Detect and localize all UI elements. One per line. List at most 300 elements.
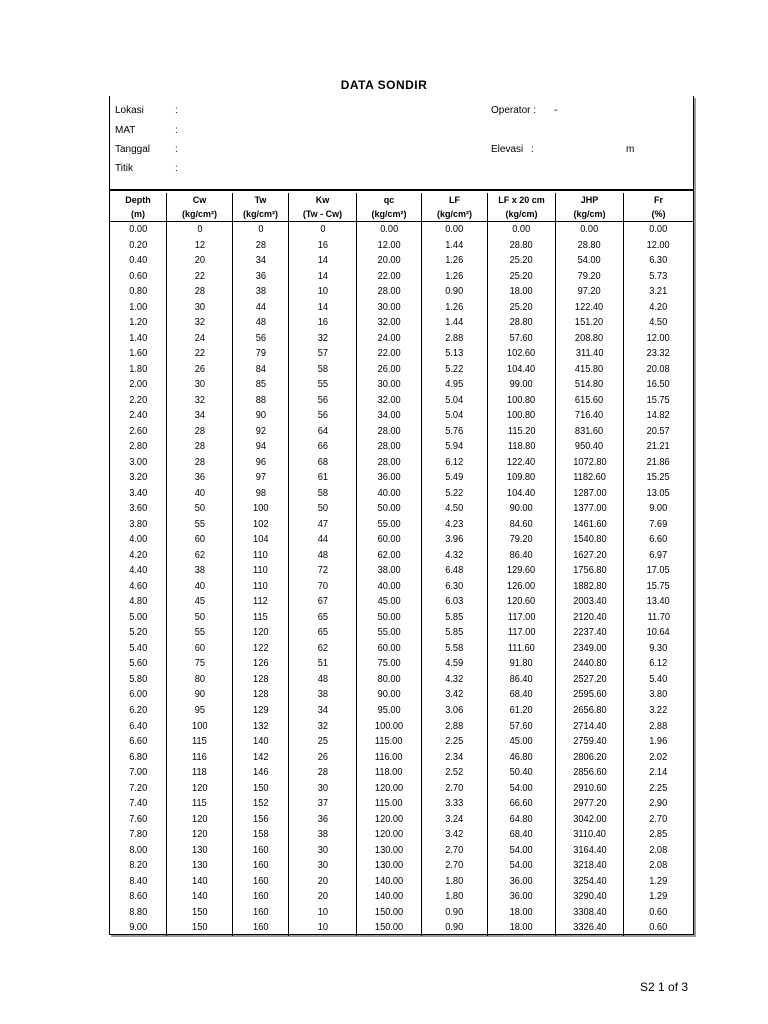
cell-value: 4.20	[649, 300, 668, 313]
cell-value: 55.00	[377, 626, 401, 639]
cell-fr	[624, 750, 693, 766]
cell-qc	[357, 687, 422, 703]
cell-value: 97.20	[577, 285, 602, 298]
cell-jhp	[556, 362, 624, 378]
cell-depth	[110, 594, 167, 610]
cell-jhp	[556, 579, 624, 595]
cell-value: 2.25	[445, 735, 464, 748]
table-row	[110, 269, 693, 285]
cell-value: 20	[317, 890, 328, 903]
cell-value: 32.00	[377, 393, 401, 406]
cell-value: 100.00	[374, 719, 404, 732]
cell-value: 34	[317, 703, 328, 716]
cell-value: 24	[194, 331, 205, 344]
cell-value: 5.40	[129, 641, 147, 654]
cell-value: 2759.40	[572, 735, 607, 748]
cell-value: 30.00	[377, 300, 401, 313]
cell-value: 13.05	[646, 486, 671, 499]
cell-value: 50.00	[377, 610, 401, 623]
cell-lf20	[488, 548, 556, 564]
operator-label: Operator :	[491, 105, 537, 116]
cell-value: 122	[252, 641, 269, 654]
cell-value: 118	[192, 766, 207, 779]
cell-kw	[289, 548, 357, 564]
cell-value: 120	[252, 626, 269, 639]
cell-jhp	[556, 532, 624, 548]
table-row	[110, 781, 693, 797]
cell-value: 1.44	[445, 238, 464, 251]
cell-value: 3.96	[445, 533, 464, 546]
cell-fr	[624, 781, 693, 797]
cell-depth	[110, 796, 167, 812]
cell-tw	[233, 346, 289, 362]
cell-value: 92	[255, 424, 266, 437]
header-separator	[110, 189, 693, 191]
cell-value: 46.80	[509, 750, 534, 763]
cell-lf20	[488, 641, 556, 657]
cell-depth	[110, 656, 167, 672]
cell-kw	[289, 408, 357, 424]
cell-value: 7.60	[129, 812, 147, 825]
cell-value: 60	[194, 641, 205, 654]
cell-fr	[624, 439, 693, 455]
cell-value: 2.00	[129, 378, 147, 391]
cell-value: 160	[252, 921, 269, 934]
cell-cw	[167, 408, 233, 424]
table-row	[110, 346, 693, 362]
cell-lf	[422, 393, 488, 409]
cell-lf20	[488, 563, 556, 579]
cell-jhp	[556, 501, 624, 517]
cell-fr	[624, 300, 693, 316]
cell-jhp	[556, 439, 624, 455]
sondir-table	[110, 193, 693, 936]
cell-value: 111.60	[508, 641, 535, 654]
cell-value: 16	[317, 238, 328, 251]
cell-lf	[422, 672, 488, 688]
cell-fr	[624, 517, 693, 533]
table-row	[110, 439, 693, 455]
cell-value: 10	[317, 285, 328, 298]
cell-jhp	[556, 827, 624, 843]
col-unit-jhp: (kg/cm)	[556, 207, 624, 221]
table-row	[110, 424, 693, 440]
cell-lf	[422, 563, 488, 579]
cell-lf20	[488, 362, 556, 378]
cell-fr	[624, 501, 693, 517]
cell-value: 9.00	[129, 921, 147, 934]
cell-tw	[233, 284, 289, 300]
cell-value: 115	[253, 610, 268, 623]
cell-value: 104.40	[507, 362, 536, 375]
cell-value: 150	[191, 905, 208, 918]
cell-value: 45.00	[509, 735, 534, 748]
cell-value: 79	[255, 347, 266, 360]
cell-value: 2349.00	[572, 641, 607, 654]
cell-value: 104.40	[507, 486, 536, 499]
cell-jhp	[556, 858, 624, 874]
cell-value: 115	[192, 735, 207, 748]
cell-value: 2.70	[649, 812, 668, 825]
table-row	[110, 238, 693, 254]
table-row	[110, 765, 693, 781]
cell-lf	[422, 424, 488, 440]
cell-cw	[167, 656, 233, 672]
cell-value: 152	[252, 797, 269, 810]
table-row	[110, 889, 693, 905]
cell-value: 34	[255, 254, 266, 267]
cell-qc	[357, 238, 422, 254]
cell-kw	[289, 300, 357, 316]
cell-value: 115	[192, 797, 207, 810]
col-header-depth: Depth	[110, 193, 167, 207]
cell-value: 5.13	[445, 347, 464, 360]
cell-lf20	[488, 610, 556, 626]
cell-value: 8.00	[129, 843, 147, 856]
cell-value: 9.00	[649, 502, 668, 515]
col-unit-lf20: (kg/cm)	[488, 207, 556, 221]
cell-value: 151.20	[575, 316, 604, 329]
cell-fr	[624, 548, 693, 564]
cell-tw	[233, 765, 289, 781]
page-footer: S2 1 of 3	[640, 980, 689, 994]
cell-depth	[110, 703, 167, 719]
table-row	[110, 703, 693, 719]
cell-depth	[110, 439, 167, 455]
cell-lf20	[488, 532, 556, 548]
cell-value: 116.00	[375, 750, 403, 763]
cell-value: 115.20	[507, 424, 536, 437]
cell-value: 28.80	[509, 316, 534, 329]
cell-value: 40.00	[377, 486, 401, 499]
cell-value: 12.00	[377, 238, 401, 251]
cell-value: 14	[317, 300, 328, 313]
cell-qc	[357, 470, 422, 486]
cell-lf20	[488, 439, 556, 455]
table-row	[110, 331, 693, 347]
cell-fr	[624, 579, 693, 595]
cell-lf	[422, 796, 488, 812]
cell-value: 117.00	[507, 610, 536, 623]
cell-value: 14	[317, 269, 328, 282]
cell-depth	[110, 362, 167, 378]
cell-value: 50.40	[509, 766, 534, 779]
cell-jhp	[556, 517, 624, 533]
cell-value: 10.64	[646, 626, 671, 639]
cell-value: 150	[191, 921, 208, 934]
cell-value: 1072.80	[572, 455, 607, 468]
cell-value: 3.21	[649, 285, 668, 298]
cell-value: 68.40	[509, 828, 534, 841]
cell-lf	[422, 765, 488, 781]
cell-lf	[422, 920, 488, 936]
cell-jhp	[556, 269, 624, 285]
cell-value: 1.80	[129, 362, 147, 375]
cell-kw	[289, 703, 357, 719]
cell-value: 2856.60	[572, 766, 607, 779]
cell-value: 1287.00	[572, 486, 607, 499]
cell-depth	[110, 765, 167, 781]
cell-jhp	[556, 424, 624, 440]
cell-value: 95.00	[377, 703, 401, 716]
cell-value: 0.00	[580, 223, 599, 235]
cell-value: 1.60	[129, 347, 147, 360]
cell-lf	[422, 719, 488, 735]
cell-depth	[110, 687, 167, 703]
cell-value: 80	[194, 672, 205, 685]
cell-value: 3042.00	[572, 812, 607, 825]
cell-value: 1.96	[649, 735, 668, 748]
page-title: DATA SONDIR	[340, 78, 428, 92]
cell-qc	[357, 269, 422, 285]
cell-value: 32	[317, 331, 328, 344]
cell-value: 44	[255, 300, 266, 313]
cell-depth	[110, 300, 167, 316]
cell-lf	[422, 812, 488, 828]
mat-colon: :	[175, 125, 178, 136]
cell-tw	[233, 672, 289, 688]
cell-kw	[289, 331, 357, 347]
table-row	[110, 812, 693, 828]
cell-value: 208.80	[575, 331, 604, 344]
cell-kw	[289, 796, 357, 812]
cell-depth	[110, 548, 167, 564]
cell-depth	[110, 424, 167, 440]
cell-value: 716.40	[575, 409, 604, 422]
cell-value: 5.04	[445, 393, 464, 406]
cell-value: 75.00	[377, 657, 401, 670]
cell-value: 36.00	[509, 890, 534, 903]
cell-value: 79.20	[509, 533, 534, 546]
cell-value: 110	[253, 579, 268, 592]
cell-qc	[357, 532, 422, 548]
cell-value: 38	[194, 564, 205, 577]
cell-tw	[233, 222, 289, 238]
cell-depth	[110, 641, 167, 657]
lokasi-label: Lokasi	[115, 105, 144, 116]
elevasi-colon: :	[531, 144, 534, 155]
cell-depth	[110, 532, 167, 548]
cell-jhp	[556, 920, 624, 936]
cell-kw	[289, 253, 357, 269]
cell-value: 6.80	[129, 750, 147, 763]
cell-value: 0.90	[445, 905, 464, 918]
cell-tw	[233, 532, 289, 548]
cell-jhp	[556, 750, 624, 766]
cell-qc	[357, 734, 422, 750]
cell-lf	[422, 874, 488, 890]
cell-depth	[110, 874, 167, 890]
cell-value: 58	[317, 362, 328, 375]
cell-lf20	[488, 346, 556, 362]
cell-value: 48	[317, 672, 328, 685]
cell-cw	[167, 269, 233, 285]
cell-tw	[233, 377, 289, 393]
cell-value: 54.00	[509, 781, 534, 794]
cell-value: 120	[191, 828, 208, 841]
cell-tw	[233, 719, 289, 735]
cell-value: 95	[194, 703, 205, 716]
cell-value: 2.20	[129, 393, 147, 406]
cell-tw	[233, 253, 289, 269]
cell-lf	[422, 781, 488, 797]
cell-value: 1.00	[129, 300, 147, 313]
cell-qc	[357, 827, 422, 843]
cell-value: 102.60	[507, 347, 536, 360]
cell-jhp	[556, 874, 624, 890]
cell-tw	[233, 796, 289, 812]
cell-qc	[357, 439, 422, 455]
cell-depth	[110, 734, 167, 750]
cell-value: 40	[194, 579, 205, 592]
cell-value: 118.80	[507, 440, 536, 453]
cell-value: 2120.40	[572, 610, 607, 623]
cell-cw	[167, 393, 233, 409]
cell-value: 2.52	[445, 766, 464, 779]
cell-value: 4.32	[445, 672, 464, 685]
cell-qc	[357, 843, 422, 859]
table-row	[110, 501, 693, 517]
table-row	[110, 719, 693, 735]
cell-value: 118.00	[375, 766, 403, 779]
cell-value: 158	[252, 828, 269, 841]
cell-jhp	[556, 238, 624, 254]
data-sheet	[109, 96, 694, 935]
cell-value: 115.00	[375, 735, 403, 748]
cell-fr	[624, 331, 693, 347]
cell-fr	[624, 470, 693, 486]
cell-fr	[624, 393, 693, 409]
cell-value: 2.14	[649, 766, 668, 779]
cell-qc	[357, 393, 422, 409]
cell-value: 160	[252, 905, 269, 918]
cell-value: 80.00	[377, 672, 401, 685]
cell-jhp	[556, 781, 624, 797]
cell-value: 25	[317, 735, 328, 748]
cell-value: 62.00	[377, 548, 401, 561]
cell-value: 28	[317, 766, 328, 779]
cell-value: 8.40	[129, 874, 147, 887]
cell-value: 140	[191, 874, 208, 887]
cell-lf	[422, 610, 488, 626]
cell-kw	[289, 455, 357, 471]
cell-value: 311.40	[575, 347, 604, 360]
cell-value: 6.60	[129, 735, 147, 748]
cell-value: 4.95	[445, 378, 464, 391]
cell-value: 5.22	[445, 486, 464, 499]
cell-value: 3.40	[129, 486, 147, 499]
cell-value: 60.00	[377, 641, 401, 654]
cell-value: 72	[317, 564, 328, 577]
cell-value: 3.33	[445, 797, 464, 810]
table-row	[110, 579, 693, 595]
cell-value: 62	[194, 548, 205, 561]
cell-cw	[167, 486, 233, 502]
cell-value: 0.00	[380, 223, 398, 235]
cell-value: 66	[317, 440, 328, 453]
cell-value: 2.40	[129, 409, 147, 422]
cell-lf20	[488, 315, 556, 331]
cell-value: 160	[252, 890, 269, 903]
cell-value: 2527.20	[572, 672, 607, 685]
cell-value: 28	[255, 238, 266, 251]
cell-qc	[357, 455, 422, 471]
cell-value: 7.69	[649, 517, 668, 530]
cell-value: 2.70	[445, 859, 464, 872]
cell-kw	[289, 222, 357, 238]
cell-depth	[110, 253, 167, 269]
cell-value: 2.25	[649, 781, 668, 794]
cell-tw	[233, 905, 289, 921]
cell-fr	[624, 874, 693, 890]
cell-jhp	[556, 672, 624, 688]
cell-lf	[422, 470, 488, 486]
cell-value: 28.00	[377, 455, 401, 468]
cell-depth	[110, 501, 167, 517]
cell-qc	[357, 517, 422, 533]
cell-depth	[110, 672, 167, 688]
cell-value: 831.60	[575, 424, 604, 437]
cell-value: 3.80	[129, 517, 147, 530]
cell-kw	[289, 532, 357, 548]
cell-qc	[357, 905, 422, 921]
cell-tw	[233, 656, 289, 672]
cell-kw	[289, 734, 357, 750]
cell-tw	[233, 641, 289, 657]
cell-value: 1627.20	[572, 548, 607, 561]
cell-depth	[110, 719, 167, 735]
cell-lf	[422, 455, 488, 471]
cell-value: 2.88	[445, 331, 464, 344]
cell-value: 67	[317, 595, 328, 608]
col-unit-tw: (kg/cm²)	[233, 207, 289, 221]
cell-value: 1.26	[445, 300, 464, 313]
cell-value: 3218.40	[572, 859, 607, 872]
cell-value: 66.60	[509, 797, 534, 810]
cell-fr	[624, 703, 693, 719]
cell-value: 56	[317, 393, 328, 406]
cell-qc	[357, 812, 422, 828]
col-header-jhp: JHP	[556, 193, 624, 207]
cell-value: 2.88	[445, 719, 464, 732]
cell-depth	[110, 905, 167, 921]
cell-tw	[233, 315, 289, 331]
cell-qc	[357, 362, 422, 378]
cell-qc	[357, 424, 422, 440]
cell-cw	[167, 455, 233, 471]
titik-colon: :	[175, 163, 178, 174]
cell-value: 514.80	[575, 378, 604, 391]
cell-jhp	[556, 905, 624, 921]
cell-value: 5.60	[129, 657, 147, 670]
cell-value: 30.00	[377, 378, 401, 391]
cell-tw	[233, 579, 289, 595]
cell-value: 0.60	[129, 269, 147, 282]
cell-kw	[289, 470, 357, 486]
cell-tw	[233, 393, 289, 409]
cell-value: 28	[194, 440, 205, 453]
cell-tw	[233, 843, 289, 859]
cell-value: 3326.40	[572, 921, 607, 934]
cell-value: 0.80	[129, 285, 147, 298]
cell-value: 146	[252, 766, 269, 779]
cell-value: 64	[317, 424, 328, 437]
cell-lf20	[488, 765, 556, 781]
cell-lf	[422, 905, 488, 921]
cell-value: 6.30	[649, 254, 668, 267]
cell-qc	[357, 346, 422, 362]
cell-value: 28	[194, 424, 205, 437]
